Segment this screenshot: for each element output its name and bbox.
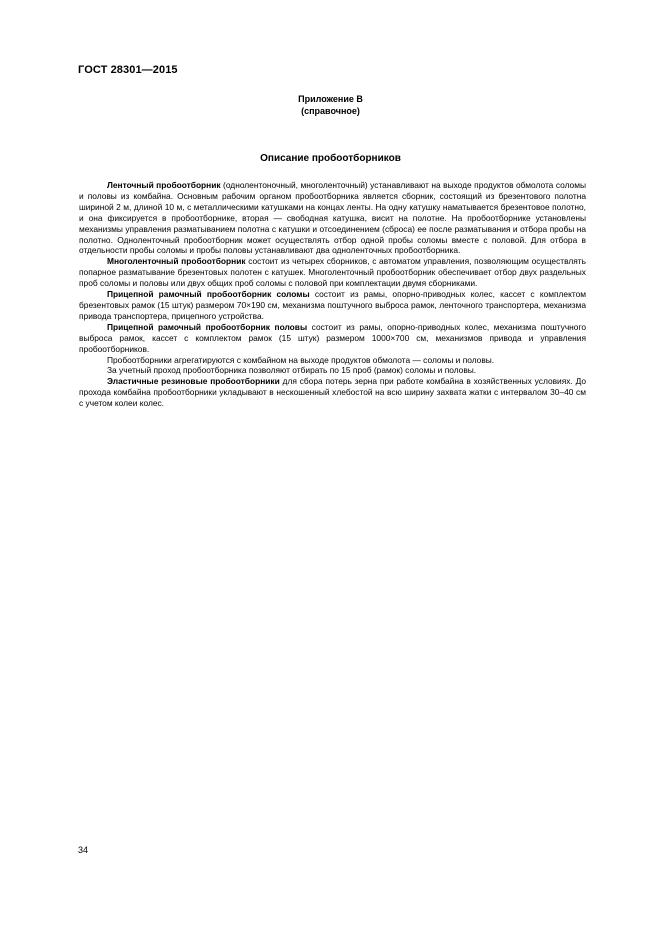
page-number: 34: [78, 845, 89, 855]
paragraph-text: (однолентоночный, многоленточный) устанавливают на выходе продуктов обмолота соломы и половы из комбайна. Основным рабочим органом пробоотборника является сборник, состоящий из брезентового полотна шириной 2 м, длиной 10 м, с металлическими катушками на концах ленты. На одну катушку наматывается брезентовое полотно, и она фиксируется в пробоотборнике, вторая — свободная катушка, висит на полотне. На пробоотборнике установлены механизмы управления разматыванием полотна с катушки и отсоединением (сброса) ее после разматывания и отбора пробы на полотно. Одноленточный пробоотборник может осуществлять отбор одной пробы соломы вместе с половой. Для отбора в отдельности пробы соломы и пробы половы устанавливают два одноленточных пробоотборника.: [79, 180, 586, 256]
annex-heading: [0, 93, 661, 117]
paragraph-text: Пробоотборники агрегатируются с комбайном на выходе продуктов обмолота — соломы и половы.: [107, 354, 495, 365]
annex-subtitle: (справочное): [301, 106, 360, 116]
paragraph-lead: Многоленточный пробоотборник: [107, 256, 246, 267]
paragraph-chaff-frame-sampler: [79, 322, 586, 355]
paragraph-multitape-sampler: [79, 256, 586, 289]
paragraph-lead: Эластичные резиновые пробоотборники: [107, 376, 280, 387]
paragraph-aggregation: [79, 355, 586, 366]
paragraph-lead: Ленточный пробоотборник: [107, 180, 221, 190]
paragraph-text: состоит из четырех сборников, с автоматом управления, позволяющим осуществлять попарное разматывание брезентовых полотен с катушек. Многоленточный пробоотборник обеспечивает отбор двух раздельных проб соломы и половы или двух общих проб соломы с половой при комплектации двумя сборниками.: [79, 256, 586, 289]
paragraph-lead: Прицепной рамочный пробоотборник соломы: [107, 289, 310, 300]
paragraph-lead: Прицепной рамочный пробоотборник половы: [107, 321, 308, 332]
section-title: Описание пробоотборников: [260, 153, 401, 164]
document-code: ГОСТ 28301—2015: [78, 64, 178, 76]
paragraph-text: состоит из рамы, опорно-приводных колес, кассет с комплектом брезентовых рамок (15 штук) размером 70×190 см, механизма поштучного выброса рамок, ленточного транспортера, механизма привода транспортера, прицепного устройства.: [79, 289, 586, 321]
paragraph-rubber-sampler: [79, 376, 586, 409]
paragraph-pass-count: [79, 365, 586, 376]
paragraph-text: состоит из рамы, опорно-приводных колес, механизма поштучного выброса рамок, кассет с комплектом рамок (15 штук) размером 1000×700 см, механизмов привода и управления пробоотборников.: [79, 321, 586, 354]
paragraph-straw-frame-sampler: [79, 289, 586, 322]
paragraph-text: для сбора потерь зерна при работе комбайна в хозяйственных условиях. До прохода комбайна пробоотборники укладывают в нескошенный хлебостой на всю ширину захвата жатки с интервалом 30–40 см с учетом колеи колес.: [79, 376, 587, 409]
paragraph-text: За учетный проход пробоотборника позволяют отбирать по 15 проб (рамок) соломы и половы.: [107, 365, 477, 376]
annex-title: Приложение В: [298, 94, 363, 104]
paragraph-tape-sampler: [79, 180, 586, 256]
body-text: [79, 180, 586, 409]
